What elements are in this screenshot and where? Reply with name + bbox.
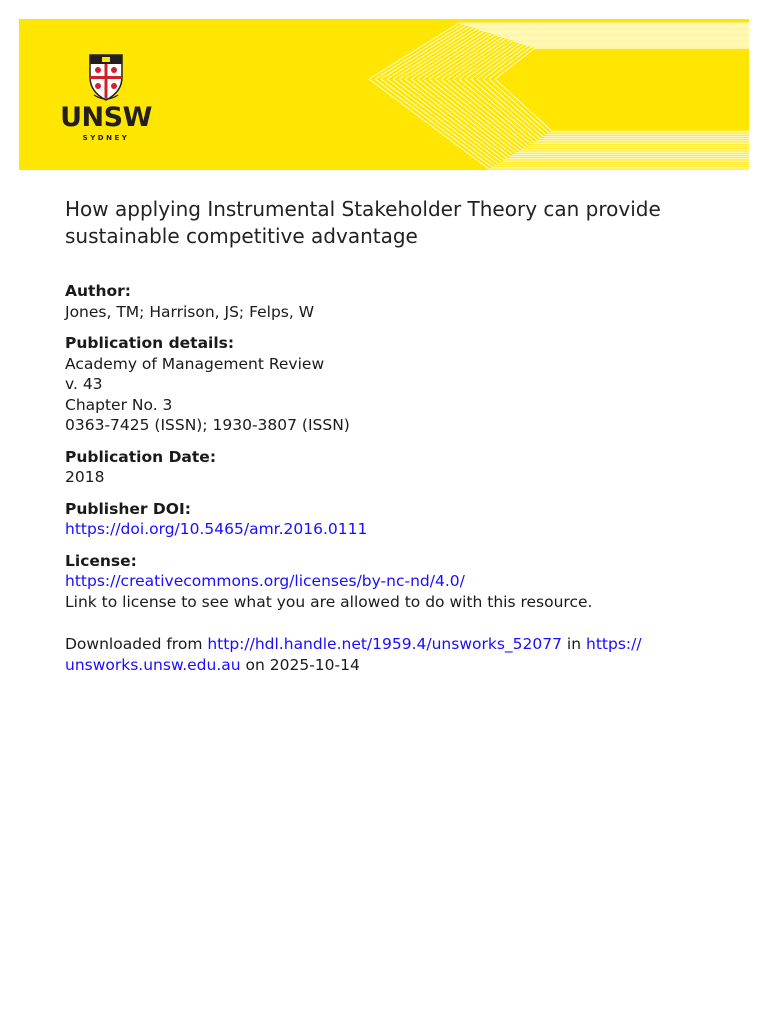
header-banner xyxy=(19,19,749,170)
journal-volume: v. 43 xyxy=(65,375,103,393)
repository-link-part2[interactable]: unsworks.unsw.edu.au xyxy=(65,655,241,674)
publication-date-field xyxy=(65,447,725,488)
author-value: Jones, TM; Harrison, JS; Felps, W xyxy=(65,302,315,321)
author-label: Author: xyxy=(65,282,131,300)
download-info xyxy=(65,634,725,675)
record-details xyxy=(65,196,725,675)
unsw-crest-icon xyxy=(88,51,124,103)
download-date: on 2025-10-14 xyxy=(245,655,360,674)
publication-date-value: 2018 xyxy=(65,468,105,486)
logo-wordmark: UNSW xyxy=(60,102,152,133)
handle-link[interactable]: http://hdl.handle.net/1959.4/unsworks_52077 xyxy=(207,635,562,653)
license-note: Link to license to see what you are allowed to do with this resource. xyxy=(65,592,593,611)
license-label: License: xyxy=(65,551,137,570)
logo-location: SYDNEY xyxy=(82,134,130,142)
page-title: How applying Instrumental Stakeholder Theory can provide sustainable competitive advantage xyxy=(65,197,661,248)
doi-link[interactable]: https://doi.org/10.5465/amr.2016.0111 xyxy=(65,520,368,538)
unsw-logo xyxy=(60,49,152,141)
author-field xyxy=(65,281,725,322)
license-link[interactable]: https://creativecommons.org/licenses/by-nc-nd/4.0/ xyxy=(65,572,465,590)
downloaded-in: in xyxy=(566,635,582,653)
publication-details-field xyxy=(65,333,725,436)
license-field xyxy=(65,551,725,613)
journal-chapter: Chapter No. 3 xyxy=(65,395,173,414)
publication-details-label: Publication details: xyxy=(65,334,235,352)
publisher-doi-label: Publisher DOI: xyxy=(65,499,191,518)
downloaded-prefix: Downloaded from xyxy=(65,635,203,653)
journal-issn: 0363-7425 (ISSN); 1930-3807 (ISSN) xyxy=(65,416,350,434)
publisher-doi-field xyxy=(65,499,725,540)
journal-name: Academy of Management Review xyxy=(65,354,325,373)
publication-date-label: Publication Date: xyxy=(65,447,217,466)
repository-link-part1[interactable]: https:// xyxy=(586,635,642,653)
